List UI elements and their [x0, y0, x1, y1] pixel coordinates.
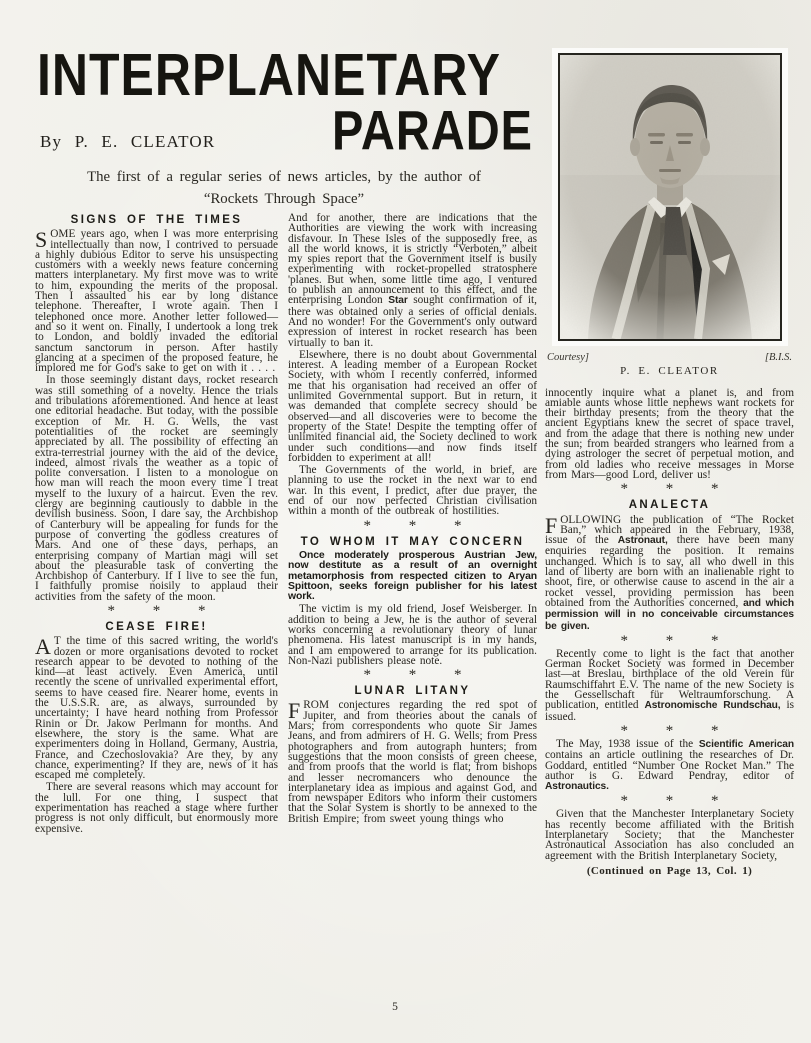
portrait-photo — [552, 48, 788, 346]
section-heading-analecta: ANALECTA — [628, 499, 711, 512]
photo-credit-bis: [B.I.S. — [764, 352, 792, 363]
paragraph — [35, 229, 278, 373]
drop-cap: S — [35, 227, 48, 253]
section-separator: * * * — [620, 481, 719, 498]
paragraph-text: OLLOWING the publication of “The Rocket Ban,” which appeared in the February, 1938, issue of the Astronaut, there have been many enquiries regarding the position. It remains unchanged. Which is to say, all who dwell in this land of liberty are born with an inalienable right to shoot, fire, or otherwise cause to ascend in the air a rocket vessel, providing permission has been obtained from the Authorities concerned, and which permission will in no conceivable circumstances be given. — [545, 513, 794, 632]
column-2 — [288, 213, 537, 826]
section-heading-to-whom-it-may-concern: TO WHOM IT MAY CONCERN — [300, 535, 525, 548]
column-3 — [545, 44, 794, 878]
section-separator: * * * — [620, 793, 719, 810]
section-separator: * * * — [620, 722, 719, 739]
paragraph — [545, 512, 794, 632]
portrait-photo-frame — [558, 53, 782, 341]
subtitle-line1: The first of a regular series of news articles, by the author of — [87, 169, 481, 185]
drop-cap: F — [288, 698, 301, 724]
page-number: 5 — [392, 1001, 398, 1013]
photo-credits — [547, 353, 792, 363]
paragraph: Given that the Manchester Interplanetary Society has recently become affiliated with the British Interplanetary Society; that the Manchester Astronautical Association has also concluded an agreement with the British Interplanetary Society, — [545, 808, 794, 862]
photo-credit-courtesy: Courtesy] — [547, 352, 589, 363]
paragraph: innocently inquire what a planet is, and from amiable aunts whose little nephews want rockets for their birthday presents; from the theory that the ancient Egyptians knew the secret of space travel, and from the adage that there is nothing new under the sun; from bearded strangers who learned from a dying astrologer the secret of perpetual motion, and from old ladies who receive messages in Morse from Mars—good Lord, deliver us! — [545, 386, 794, 481]
paragraph — [35, 636, 278, 780]
paragraph: In those seemingly distant days, rocket research was still something of a novelty. Hence the trials and tribulations aforementioned. And hence at least one editorial headache. But today, with the possible exception of Mr. H. G. Wells, the vast potentialities of the rocket are seemingly appreciated by all. The possibility of effecting an extra-terrestrial journey with the aid of the device, indeed, almost rivals the weather as a topic of polite conversation. I listen to a monologue on how man will reach the moon every time I treat myself to the luxury of a haircut. Even the rev. clergy are beginning cautiously to dabble in the devilish business. Soon, I dare say, the Archbishop of Canterbury will be appealing for funds for the purpose of converting the godless creatures of Mars. And one of these days, perhaps, an enterprising company of Martian magi will set about the pleasurable task of converting the Archbishop of Canterbury. If I live to see the fun, I faithfully promise noisily to applaud their activities from the safety of the moon. — [35, 374, 278, 603]
column-1 — [35, 210, 278, 836]
page-title-line1: INTERPLANETARY — [37, 41, 501, 108]
classified-ad-paragraph: Once moderately prosperous Austrian Jew, now destitute as a result of an overnight metamorphosis from respected citizen to Aryan Spittoon, seeks foreign publisher for his latest work. — [288, 549, 537, 603]
paragraph: And for another, there are indications that the Authorities are viewing the work with increasing disfavour. In These Isles of the supposedly free, as all the world knows, it is strictly “Verboten,” albeit my spies report that the Government itself is busily experimenting with rocket-propelled stratosphere 'planes. But when, some little time ago, I ventured to publish an announcement to this effect, and the enterprising London Star sought confirmation of it, there was obtained only a series of official denials. And no wonder! For the Government's only outward expression of interest in rocket research has been virtually to ban it. — [288, 212, 537, 349]
drop-cap: F — [545, 512, 558, 538]
paragraph: There are several reasons which may account for the lull. For one thing, I suspect that experimentation has reached a stage where further progress is not only difficult, but enormously more expensive. — [35, 781, 278, 835]
section-separator: * * * — [363, 667, 462, 684]
continued-notice: (Continued on Page 13, Col. 1) — [586, 864, 753, 877]
paragraph: The Governments of the world, in brief, are planning to use the rocket in the next war to end war. In this event, I predict, after due prayer, the end of our now perfected Christian civilisation within a month of the outbreak of hostilities. — [288, 464, 537, 518]
subtitle — [30, 166, 538, 210]
subtitle-line2: “Rockets Through Space” — [203, 191, 365, 207]
page-title-line2: PARADE — [332, 98, 533, 162]
section-separator: * * * — [620, 632, 719, 649]
portrait-photo-illustration — [560, 55, 780, 339]
section-heading-lunar-litany: LUNAR LITANY — [354, 685, 471, 698]
byline: By P. E. CLEATOR — [40, 132, 216, 151]
paragraph: Recently come to light is the fact that another German Rocket Society was formed in December last—at Breslau, birthplace of the old Verein für Raumschiffahrt E.V. The name of the new Society is the Gessellschaft für Weltraumforschung. A publication, entitled Astronomische Rundschau, is issued. — [545, 647, 794, 723]
section-separator: * * * — [363, 517, 462, 534]
paragraph: The May, 1938 issue of the Scientific American contains an article outlining the researches of Dr. Goddard, entitled “Number One Rocket Man.” The author is G. Edward Pendray, editor of Astronautics. — [545, 737, 794, 793]
section-heading-cease-fire: CEASE FIRE! — [105, 620, 208, 633]
paragraph — [288, 700, 537, 824]
paragraph-text: ROM conjectures regarding the red spot of Jupiter, and from theories about the canals of Mars; from correspondents who quote Sir James Jeans, and from admirers of H. G. Wells; from Press photographers and from autograph hunters; from suggestions that the moon consists of green cheese, and from proofs that the world is flat; from bishops and lesser necromancers who denounce the interplanetary idea as impious and against God, and from newspaper Editors who inform their customers that the Solar System is shortly to be annexed to the British Empire; from sweet young things who — [288, 699, 537, 825]
paragraph-text: T the time of this sacred writing, the world's dozen or more organisations devoted to rocket research appear to be devoted to nothing of the kind—at least actively. Even America, until recently the scene of unrivalled experimental effort, seems to have ceased fire. Nearer home, events in the U.S.S.R. are, as always, surrounded by uncertainty; I have heard nothing from Professor Rinin or Dr. Jakow Perlmann for months. And elsewhere, the story is the same. What are experimenters doing in Holland, Germany, Austria, France, and Czechoslovakia? Are they, by any chance, experimenting? If they are, news of it has escaped me completely. — [35, 635, 278, 782]
paragraph: The victim is my old friend, Josef Weisberger. In addition to being a Jew, he is the author of several works concerning a revolutionary theory of lunar phenomena. His latest manuscript is in my hands, and I am empowered to arrange for its publication. Non-Nazi publishers please note. — [288, 603, 537, 667]
section-separator: * * * — [107, 602, 206, 619]
paragraph-text: OME years ago, when I was more enterprising intellectually than now, I contrived to persuade a highly dubious Editor to serve his unsuspecting customers with a weekly news feature concerning matters interplanetary. My first move was to write to him, expounding the merits of the proposal. Then I assaulted his ear by long distance telephone. Thereafter, I wrote again. Then I telephoned once more. Another letter followed—and so it went on. Finally, I undertook a long trek to London, and boldly invaded the editorial sanctum sanctorum in person. After hastily glancing at a specimen of the proposed feature, he implored me for God's sake to get on with it . . . . — [35, 228, 278, 375]
paragraph: Elsewhere, there is no doubt about Governmental interest. A leading member of a European Rocket Society, with whom I recently conferred, informed me that his organisation had received an offer of unlimited Governmental support. But in return, it was demanded that complete secrecy should be observed—and all discoveries were to become the property of the State! Despite the tempting offer of unlimited financial aid, the Society declined to work under such conditions—and now finds itself forbidden to experiment at all! — [288, 348, 537, 464]
section-heading-signs-of-the-times: SIGNS OF THE TIMES — [70, 214, 243, 226]
photo-caption-name: P. E. CLEATOR — [620, 365, 719, 378]
drop-cap: A — [35, 634, 51, 660]
